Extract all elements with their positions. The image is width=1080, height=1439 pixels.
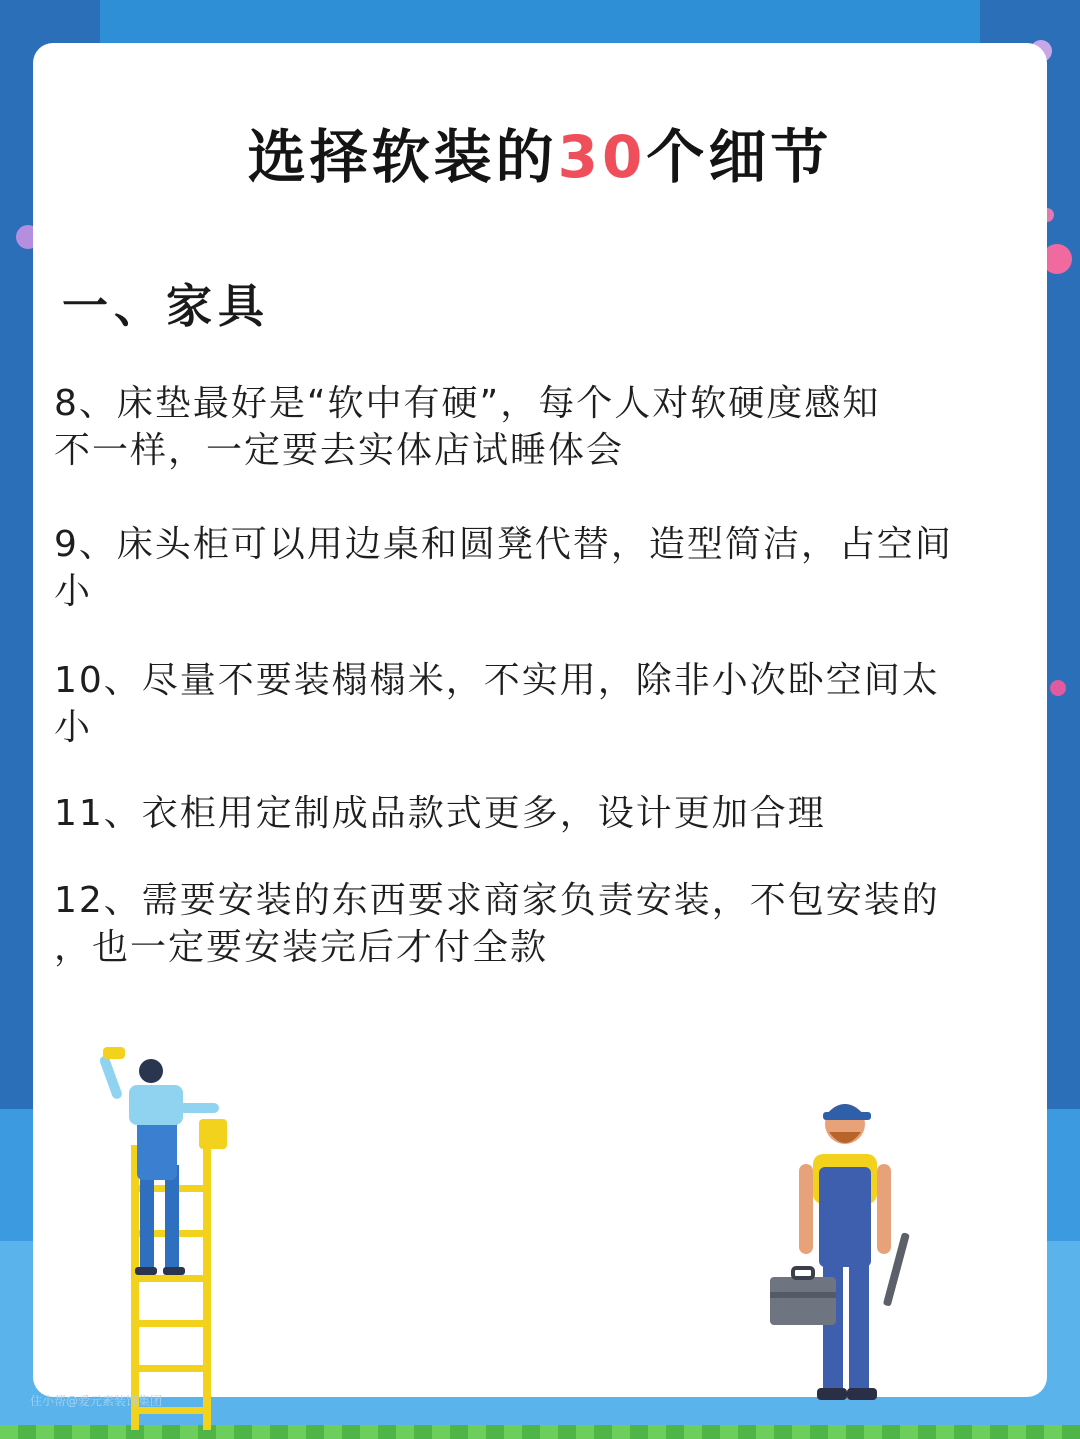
list-item (54, 877, 1029, 971)
list-item-line: 不一样，一定要去实体店试睡体会 (54, 430, 625, 471)
list-item-line: 8、床垫最好是“软中有硬”，每个人对软硬度感知 (54, 383, 881, 424)
painter-on-ladder-illustration (95, 1045, 245, 1435)
list-item-line: 12、需要安装的东西要求商家负责安装，不包安装的 (54, 880, 940, 921)
page-title (0, 110, 1080, 194)
section-heading: 一、家具 (62, 279, 270, 333)
list-item (54, 521, 1029, 615)
list-item (54, 657, 1029, 751)
list-item (54, 790, 1029, 837)
title-text: 选择软装的 (247, 123, 558, 191)
list-item (54, 380, 1029, 474)
list-item-line: 10、尽量不要装榻榻米，不实用，除非小次卧空间太 (54, 660, 940, 701)
watermark: 住小帮@爱元素装饰集团 (30, 1394, 163, 1408)
plumber-with-toolbox-illustration (765, 1092, 935, 1412)
bubble-decoration (1050, 680, 1066, 696)
title-text-end: 个细节 (646, 123, 833, 191)
list-item-line: 11、衣柜用定制成品款式更多，设计更加合理 (54, 793, 826, 834)
list-item-line: 小 (54, 571, 93, 612)
title-number: 30 (557, 123, 647, 191)
list-item-line: 9、床头柜可以用边桌和圆凳代替，造型简洁，占空间 (54, 524, 953, 565)
list-item-line: 小 (54, 707, 93, 748)
list-item-line: ，也一定要安装完后才付全款 (54, 927, 549, 968)
